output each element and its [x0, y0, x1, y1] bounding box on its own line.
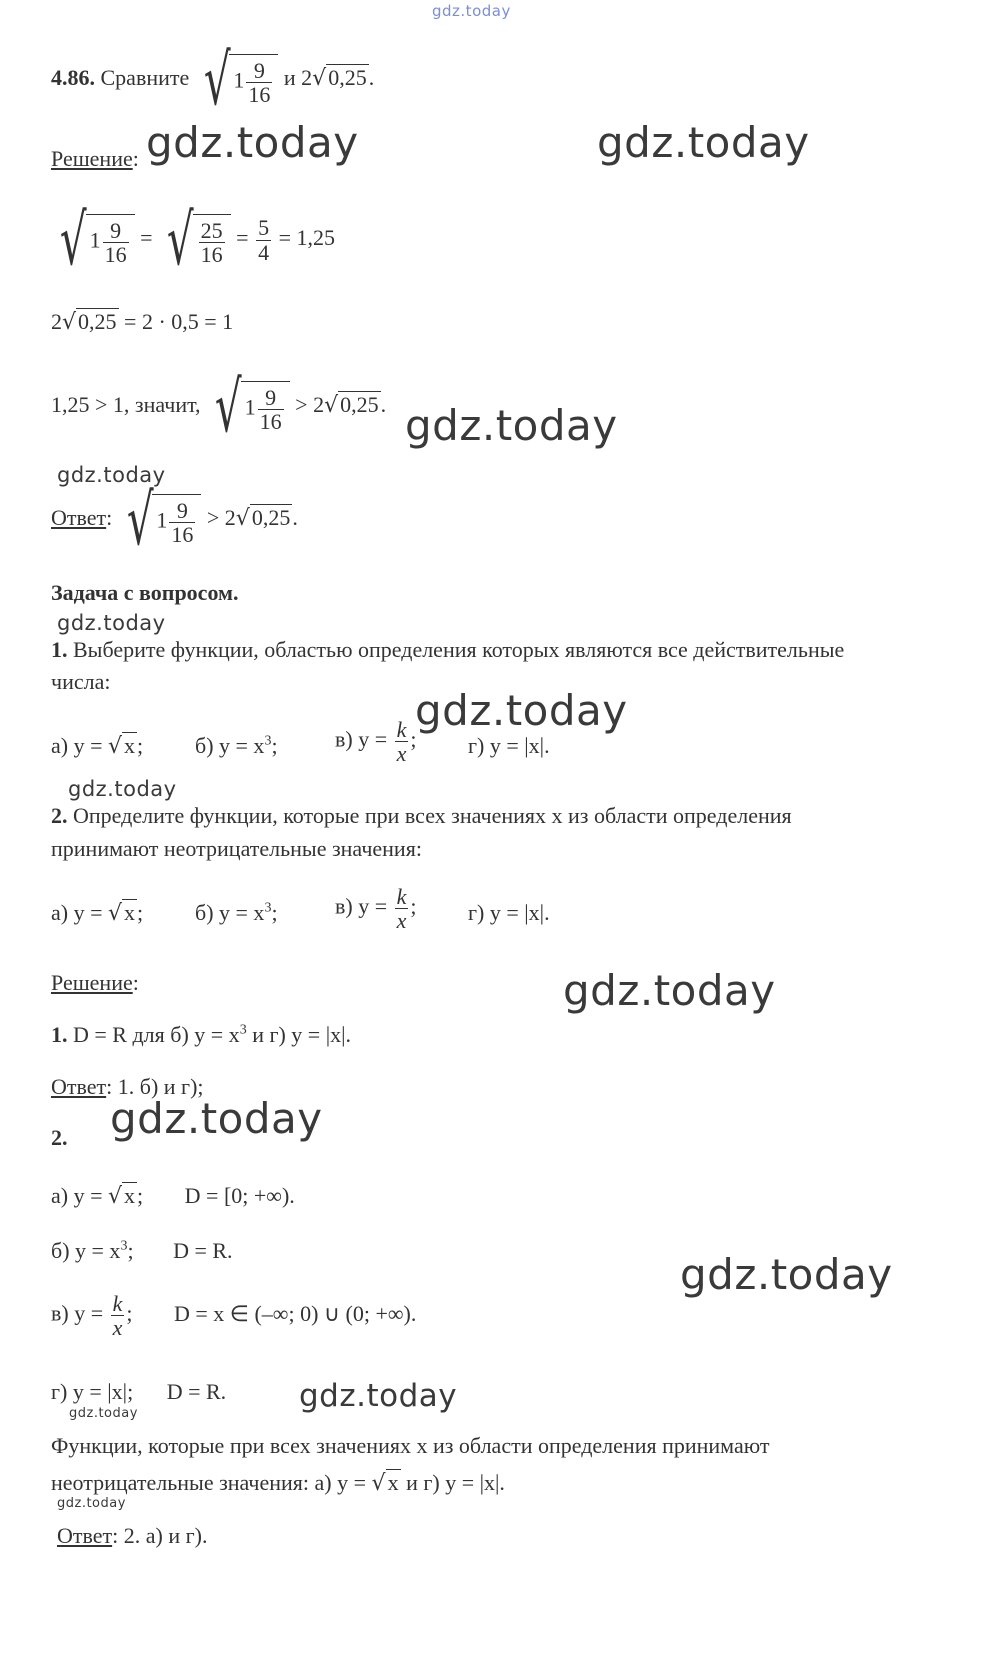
- problem-statement: 4.86. Сравните √ 1 $\frac{9}{16}$ и 2√0,25.: [51, 39, 375, 121]
- question-2-cont: принимают неотрицательные значения:: [51, 836, 422, 861]
- problem-number: 4.86.: [51, 65, 95, 91]
- watermark-small: gdz.today: [68, 777, 177, 801]
- equation-2: 2√0,25 = 2 · 0,5 = 1: [51, 309, 234, 335]
- watermark-small: gdz.today: [57, 463, 166, 487]
- solution-step-1: 1. D = R для б) $y = x^3$ и г) y = |x|.: [51, 1022, 352, 1047]
- options-2-d: г) y = |x|.: [468, 900, 550, 925]
- options-2-b: б) $y = x^3$;: [195, 900, 278, 925]
- watermark: gdz.today: [405, 401, 618, 450]
- options-1-b: б) $y = x^3$;: [195, 733, 278, 758]
- domain-b: б) $y = x^3$; D = R.: [51, 1238, 233, 1263]
- domain-c: в) y = $\frac{k}{x}$ ; D = x ∈ (–∞; 0) ∪ (0; +∞).: [51, 1291, 417, 1341]
- domain-d: г) y = |x|; D = R.: [51, 1379, 227, 1404]
- options-1-d: г) y = |x|.: [468, 733, 550, 758]
- options-2-c: в) y = $\frac{k}{x}$ ;: [335, 884, 417, 934]
- sqrt-025: √0,25: [312, 65, 367, 92]
- compare-word: Сравните: [100, 65, 190, 91]
- options-1-a: а) y = √x;: [51, 733, 144, 759]
- watermark-tiny: gdz.today: [57, 1496, 126, 1511]
- question-1-cont: числа:: [51, 669, 111, 694]
- solution-label: Решение:: [51, 146, 139, 171]
- options-2-a: а) y = √x;: [51, 900, 144, 926]
- conclusion-line-1: Функции, которые при всех значениях x из области определения принимают: [51, 1433, 770, 1458]
- task-title: Задача с вопросом.: [51, 580, 239, 605]
- sqrt-mixed-number: √ 1 $\frac{9}{16}$: [195, 45, 279, 115]
- watermark: gdz.today: [299, 1378, 458, 1414]
- watermark: gdz.today: [415, 686, 628, 735]
- question-1: 1. Выберите функции, областью определения которых являются все действительные: [51, 637, 845, 662]
- options-1-c: в) y = $\frac{k}{x}$ ;: [335, 717, 417, 767]
- watermark-tiny: gdz.today: [69, 1406, 138, 1421]
- solution-step-2: 2.: [51, 1125, 68, 1150]
- answer-step-2: Ответ: 2. а) и г).: [57, 1523, 208, 1548]
- answer-step-1: Ответ: 1. б) и г);: [51, 1074, 204, 1099]
- watermark: gdz.today: [110, 1094, 323, 1143]
- solution-label-2: Решение:: [51, 970, 139, 995]
- watermark-small: gdz.today: [57, 611, 166, 635]
- watermark: gdz.today: [146, 118, 359, 167]
- watermark: gdz.today: [563, 966, 776, 1015]
- equation-1: √ 1 $\frac{9}{16}$ = √ $\frac{25}{16}$ = $\frac{5}{4}$ = 1,25: [59, 199, 335, 281]
- question-2: 2. Определите функции, которые при всех значениях x из области определения: [51, 803, 792, 828]
- top-watermark: gdz.today: [432, 2, 511, 20]
- domain-a: а) y = √x; D = [0; +∞).: [51, 1183, 295, 1209]
- watermark: gdz.today: [597, 118, 810, 167]
- conclusion-line-2: неотрицательные значения: а) y = √x и г) y = |x|.: [51, 1470, 505, 1496]
- watermark: gdz.today: [680, 1250, 893, 1299]
- comparison-line: 1,25 > 1, значит, √ 1 $\frac{9}{16}$ > 2√0,25.: [51, 366, 387, 448]
- answer-1: Ответ: √ 1 $\frac{9}{16}$ > 2√0,25.: [51, 479, 298, 561]
